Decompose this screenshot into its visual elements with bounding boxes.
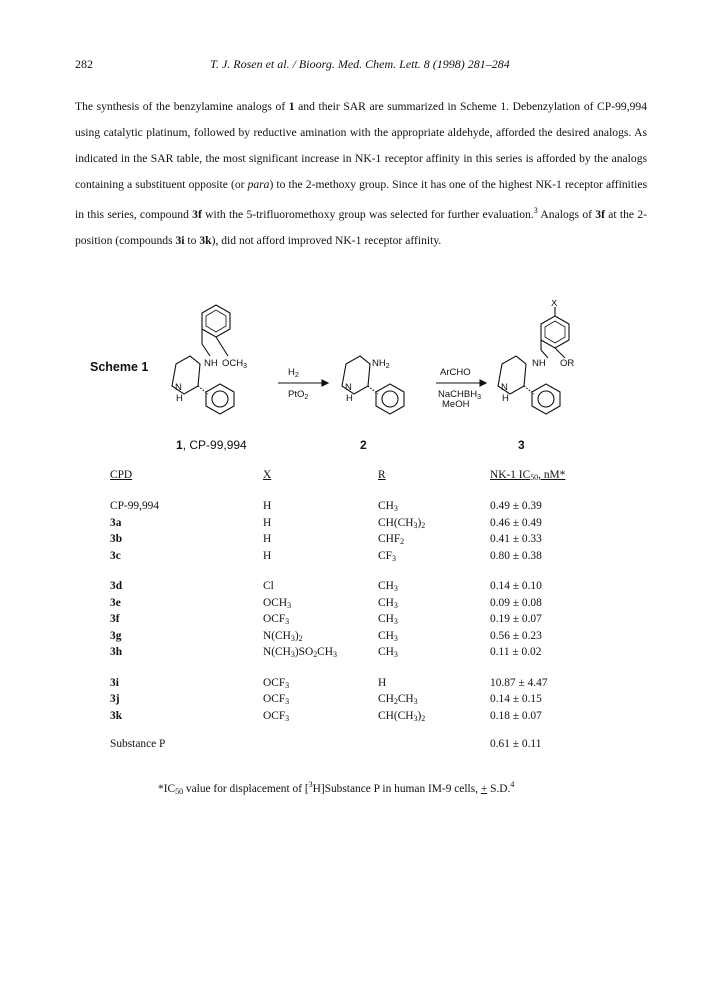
cell-cpd: 3b: [110, 533, 123, 545]
cell-x: $N(CH_3)SO_2CH_3$: [263, 646, 337, 659]
running-header: [75, 57, 645, 73]
table-header-row: [110, 469, 610, 500]
cell-cpd: 3h: [110, 646, 123, 658]
cell-x: H: [263, 516, 272, 529]
compound-2-caption: 2: [360, 438, 367, 452]
cell-r: $CHF_2$: [378, 533, 405, 546]
cell-x: $N(CH_3)_2$: [263, 629, 303, 643]
text-run: at the 2-position (compounds: [75, 208, 647, 247]
col-header-cpd: CPD: [110, 469, 133, 481]
reagent-label: MeOH: [442, 399, 470, 410]
cell-r: $CH_3$: [378, 580, 398, 593]
reagent-label: $H_2$: [288, 367, 299, 379]
cell-r: $CH_2CH_3$: [378, 693, 418, 706]
table-row: [110, 533, 610, 550]
cell-ic50: 0.46 ± 0.49: [490, 516, 542, 529]
cell-r: [378, 738, 490, 755]
cell-cpd: 3f: [110, 613, 120, 625]
scheme-label: Scheme 1: [90, 360, 149, 374]
cell-ic50: 0.80 ± 0.38: [490, 549, 542, 562]
atom-label: N: [345, 382, 352, 393]
citation-ref: 3: [533, 206, 538, 215]
cell-cpd: Substance P: [110, 738, 166, 750]
atom-label: $NH_2$: [372, 358, 390, 370]
cell-r: $CH(CH_3)_2$: [378, 516, 426, 530]
cell-x: [263, 738, 378, 755]
compound-number: 1: [176, 438, 183, 452]
cell-r: $CH_3$: [378, 500, 398, 513]
compound-ref: 3k: [199, 234, 212, 247]
table-row: [110, 693, 610, 710]
cell-ic50: 0.09 ± 0.08: [490, 596, 542, 609]
cell-r: $CH_3$: [378, 646, 398, 659]
table-row: [110, 613, 610, 630]
cell-x: $OCF_3$: [263, 613, 290, 626]
sar-table: [110, 469, 610, 755]
cell-cpd: CP-99,994: [110, 500, 160, 512]
compound-ref: 1: [288, 100, 295, 113]
cell-x: H: [263, 533, 272, 545]
table-row: [110, 738, 610, 755]
compound-ref: 3i: [175, 234, 185, 247]
table-row: [110, 677, 610, 694]
table-row: [110, 550, 610, 567]
cell-r: $CH(CH_3)_2$: [378, 709, 426, 723]
journal-citation: T. J. Rosen et al. / Bioorg. Med. Chem. Lett. 8 (1998) 281–284: [210, 57, 510, 71]
cell-ic50: 0.61 ± 0.11: [490, 738, 542, 750]
cell-x: $OCH_3$: [263, 596, 292, 610]
cell-r: $CH_3$: [378, 596, 398, 610]
cell-r: H: [378, 676, 387, 689]
cell-r: $CF_3$: [378, 549, 396, 563]
cell-cpd: 3g: [110, 629, 122, 642]
table-row: [110, 500, 610, 517]
cell-r: $CH_3$: [378, 629, 398, 643]
reagent-label: ArCHO: [440, 367, 471, 378]
compound-name: , CP-99,994: [182, 438, 247, 452]
atom-label: X: [551, 300, 558, 309]
col-header-ic50: NK-1 $IC_{50}$, nM*: [490, 469, 566, 482]
compound-3-caption: 3: [518, 438, 525, 452]
atom-label: OR: [560, 358, 575, 369]
atom-label: NH: [532, 358, 546, 369]
reagent-label: NaCHBH$_3$: [438, 389, 481, 401]
atom-label: H: [502, 393, 509, 404]
atom-label: H: [346, 393, 353, 404]
cell-x: H: [263, 500, 272, 512]
text-run: to: [184, 234, 200, 247]
table-row: [110, 580, 610, 597]
cell-cpd: 3a: [110, 516, 122, 529]
cell-ic50: 0.14 ± 0.10: [490, 580, 542, 592]
cell-ic50: 0.56 ± 0.23: [490, 629, 542, 642]
compound-ref: 3f: [595, 208, 605, 221]
cell-cpd: 3k: [110, 709, 123, 722]
compound-ref: 3f: [192, 208, 202, 221]
text-run: The synthesis of the benzylamine analogs of: [75, 100, 289, 113]
text-run: ) to the 2-methoxy group. Since it has one of the highest NK-1 receptor affinities in this series, compound: [75, 178, 647, 221]
cell-ic50: 0.11 ± 0.02: [490, 646, 542, 658]
cell-x: $OCF_3$: [263, 693, 290, 706]
cell-x: Cl: [263, 580, 274, 592]
reagent-label: PtO$_2$: [288, 389, 309, 401]
table-row: [110, 597, 610, 614]
cell-cpd: 3d: [110, 580, 123, 592]
atom-label: $OCH_3$: [222, 358, 248, 370]
cell-ic50: 0.41 ± 0.33: [490, 533, 542, 545]
cell-x: $OCF_3$: [263, 709, 290, 723]
reaction-scheme: [150, 300, 620, 430]
cell-ic50: 10.87 ± 4.47: [490, 676, 548, 689]
atom-label: H: [176, 393, 183, 404]
compound-1-caption: [176, 438, 247, 452]
cell-x: $OCF_3$: [263, 676, 290, 690]
table-row: [110, 710, 610, 727]
atom-label: NH: [204, 358, 218, 369]
text-italic: para: [247, 178, 270, 191]
table-row: [110, 517, 610, 534]
cell-x: H: [263, 549, 272, 562]
table-row: [110, 646, 610, 663]
atom-label: N: [501, 382, 508, 393]
body-paragraph: [75, 94, 647, 254]
cell-cpd: 3e: [110, 596, 121, 609]
cell-cpd: 3i: [110, 676, 119, 689]
col-header-r: R: [378, 469, 386, 481]
cell-cpd: 3j: [110, 693, 120, 705]
cell-r: $CH_3$: [378, 613, 398, 626]
table-row: [110, 630, 610, 647]
atom-label: N: [175, 382, 182, 393]
cell-ic50: 0.18 ± 0.07: [490, 709, 542, 722]
text-run: with the 5-trifluoromethoxy group was selected for further evaluation.: [201, 208, 534, 221]
cell-cpd: 3c: [110, 549, 121, 562]
text-run: and their SAR are summarized in Scheme 1. Debenzylation of CP-99,994 using catalytic platinum, followed by reductive amination with the appropriate aldehyde, afforded the desired analogs. As indicated in the SAR table, the most significant increase in NK-1 receptor affinity in this series is afforded by the analogs containing a substituent opposite (or: [75, 100, 647, 191]
cell-ic50: 0.19 ± 0.07: [490, 613, 542, 625]
page-number: 282: [75, 57, 93, 71]
text-run: Analogs of: [537, 208, 596, 221]
cell-ic50: 0.14 ± 0.15: [490, 693, 542, 705]
cell-ic50: 0.49 ± 0.39: [490, 500, 542, 512]
col-header-x: X: [263, 469, 272, 481]
text-run: ), did not afford improved NK-1 receptor affinity.: [211, 234, 442, 247]
table-footnote: $*IC_{50}$ value for displacement of [$^3$H]Substance P in human IM-9 cells, + S.D.$^4$: [158, 780, 515, 796]
